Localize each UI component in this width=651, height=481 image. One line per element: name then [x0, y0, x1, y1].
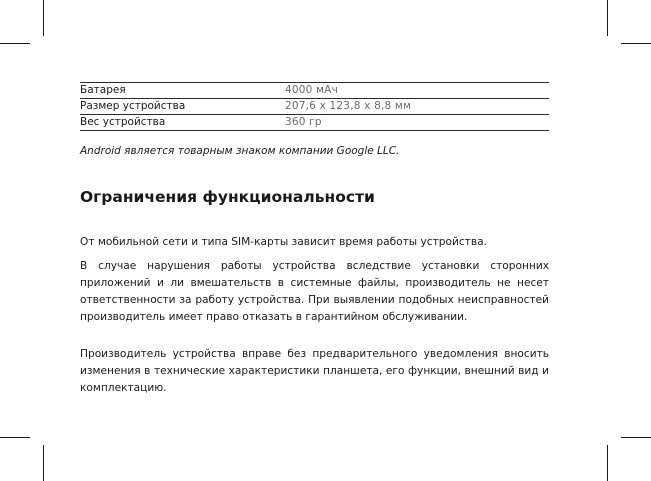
spec-value: 360 гр: [285, 116, 322, 128]
spec-label: Размер устройства: [80, 100, 186, 112]
paragraph-network: От мобильной сети и типа SIM-карты зависит время работы устройства.: [80, 236, 487, 248]
spec-row-weight: [80, 115, 549, 131]
spec-label: Вес устройства: [80, 116, 166, 128]
paragraph-liability: В случае нарушения работы устройства вследствие установки сторонних приложений и ли вмешательств в системные файлы, производитель не несет ответственности за работу устройства. При выявлении подобных неисправностей производитель имеет право отказать в гарантийном обслуживании.: [80, 260, 549, 323]
spec-value: 4000 мАч: [285, 84, 338, 96]
spec-value: 207,6 x 123,8 x 8,8 мм: [285, 100, 412, 112]
section-title: Ограничения функциональности: [80, 188, 375, 206]
crop-mark-top-right-horizontal: [621, 43, 651, 44]
spec-row-battery: [80, 83, 549, 99]
spec-label: Батарея: [80, 84, 126, 96]
crop-mark-top-left-vertical: [43, 0, 44, 36]
trademark-note: Android является товарным знаком компании Google LLC.: [80, 145, 400, 157]
crop-mark-bottom-left-horizontal: [0, 437, 30, 438]
spec-row-size: [80, 99, 549, 115]
crop-mark-top-left-horizontal: [0, 43, 30, 44]
crop-mark-bottom-right-vertical: [607, 445, 608, 481]
crop-mark-bottom-left-vertical: [43, 445, 44, 481]
paragraph-changes: Производитель устройства вправе без предварительного уведомления вносить изменения в технические характеристики планшета, его функции, внешний вид и комплектацию.: [80, 348, 549, 394]
crop-mark-top-right-vertical: [607, 0, 608, 36]
spec-table: [80, 82, 549, 131]
crop-mark-bottom-right-horizontal: [621, 437, 651, 438]
